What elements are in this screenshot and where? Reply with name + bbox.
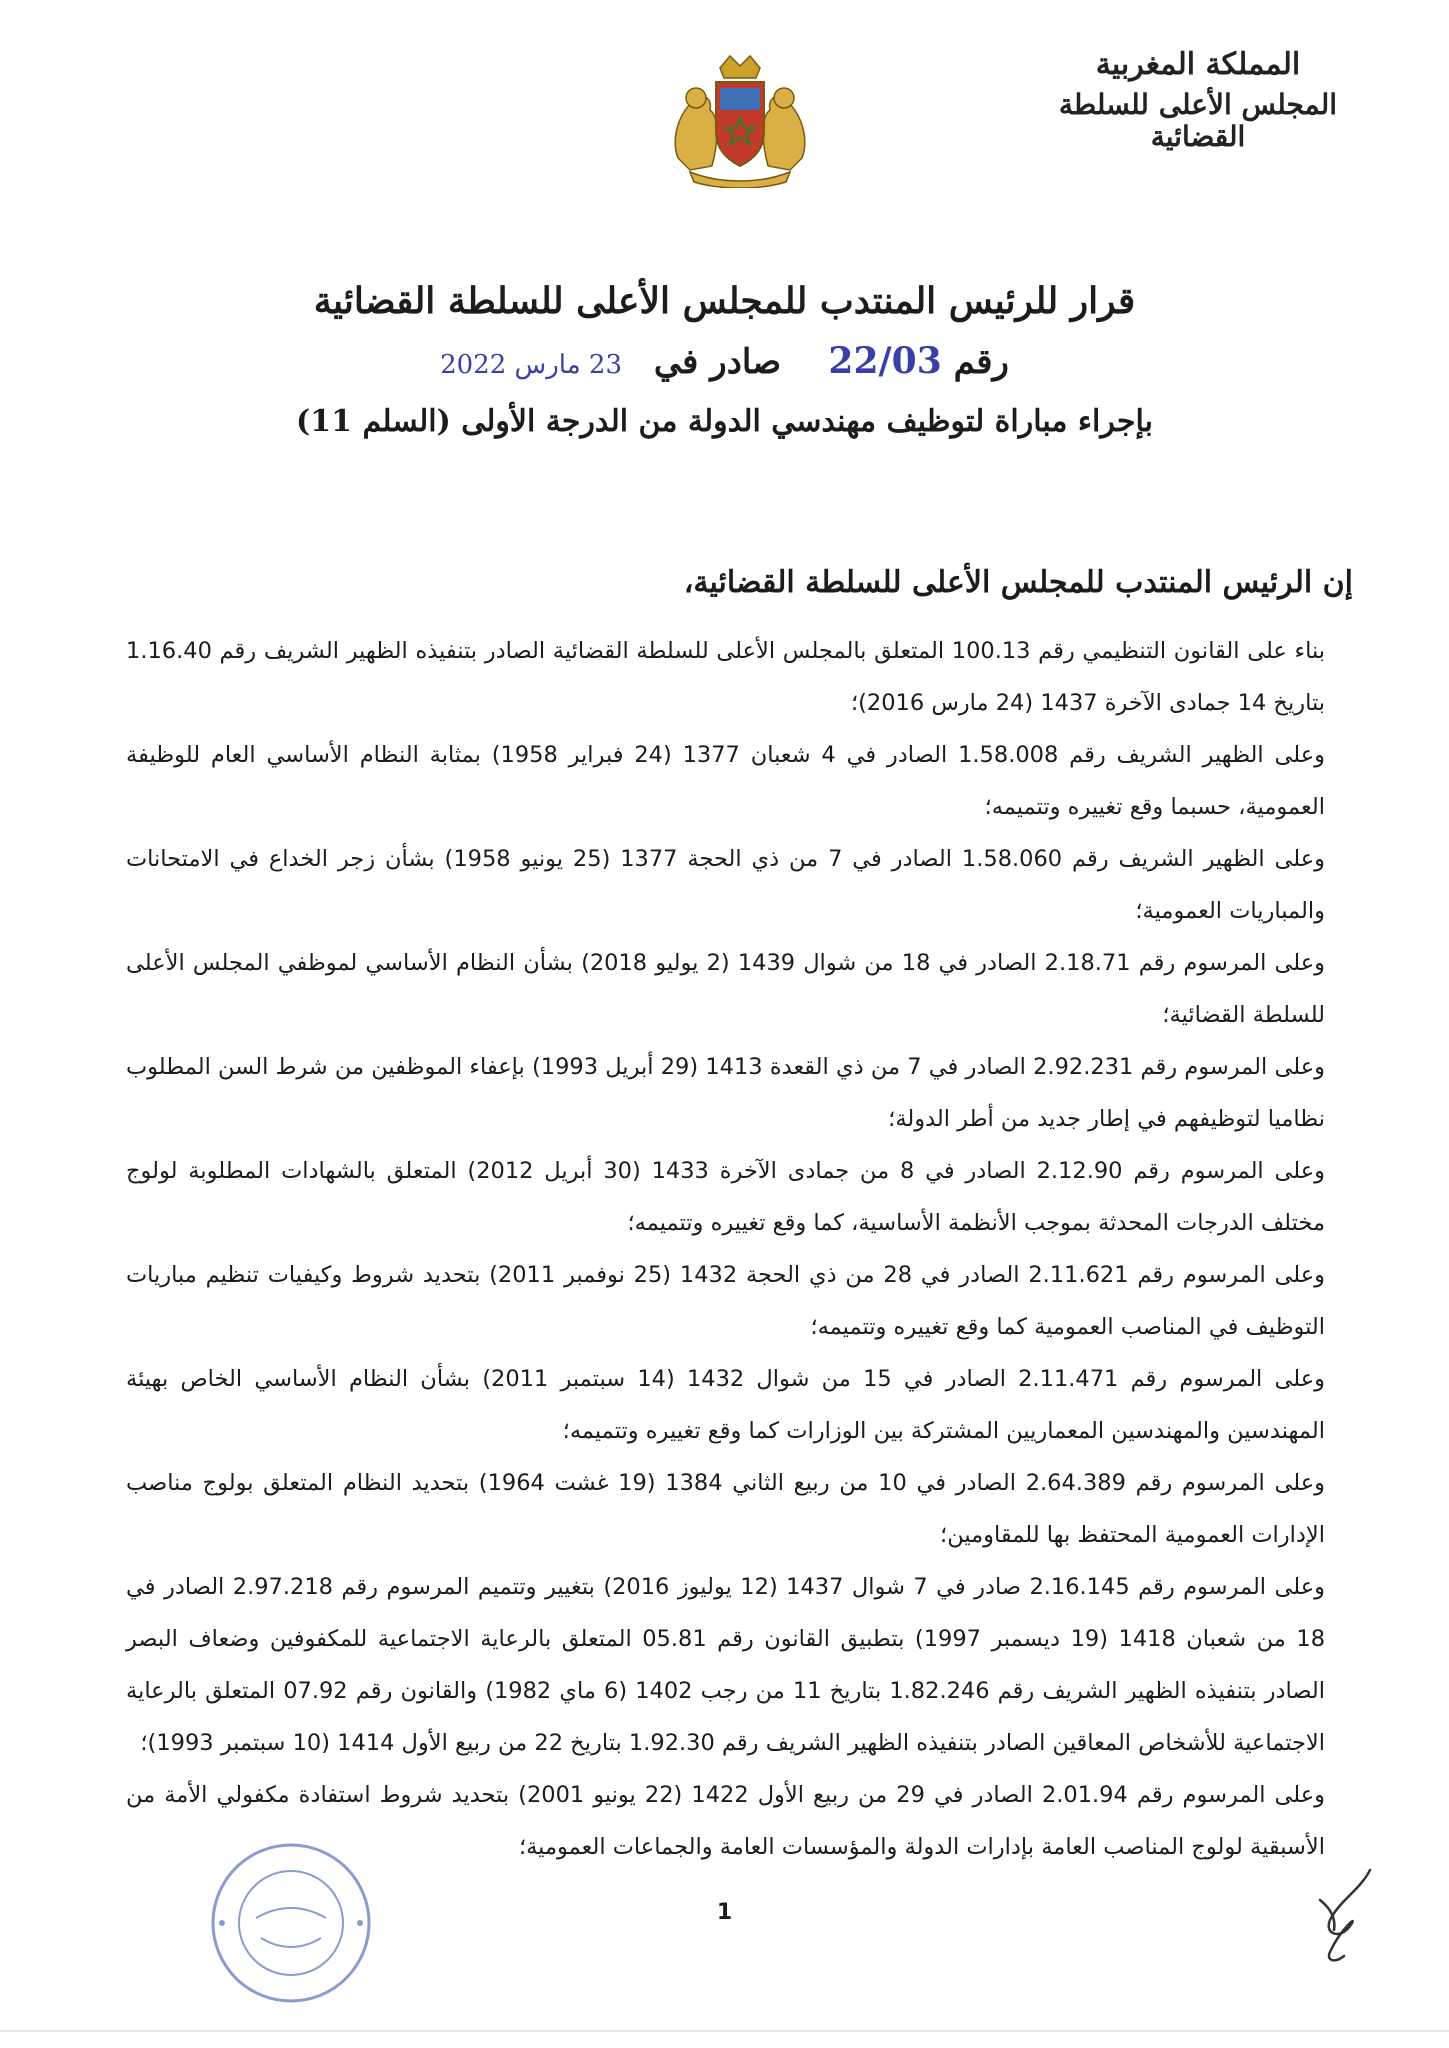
number-prefix: رقم bbox=[953, 342, 1009, 382]
decision-number-line bbox=[120, 340, 1329, 382]
signature-icon bbox=[1300, 1860, 1390, 1970]
recital-paragraph: وعلى الظهير الشريف رقم 1.58.008 الصادر في 4 شعبان 1377 (24 فبراير 1958) بمثابة النظام الأساسي العام للوظيفة العمومية، حسبما وقع تغييره وتتميمه؛ bbox=[126, 742, 1325, 820]
recital-paragraph: وعلى المرسوم رقم 2.18.71 الصادر في 18 من شوال 1439 (2 يوليو 2018) بشأن النظام الأساسي لموظفي المجلس الأعلى للسلطة القضائية؛ bbox=[126, 950, 1325, 1028]
decision-date: 23 مارس 2022 bbox=[440, 350, 622, 380]
decision-subject: بإجراء مباراة لتوظيف مهندسي الدولة من الدرجة الأولى (السلم 11) bbox=[296, 404, 1153, 439]
decision-number: 22/03 bbox=[828, 340, 942, 382]
document-body bbox=[126, 555, 1353, 1873]
recital-paragraph: وعلى المرسوم رقم 2.11.471 الصادر في 15 من شوال 1432 (14 سبتمبر 2011) بشأن النظام الأساسي الخاص بهيئة المهندسين والمهندسين المعماريين المشتركة بين الوزارات كما وقع تغييره وتتميمه؛ bbox=[126, 1366, 1325, 1444]
recital-paragraph: وعلى المرسوم رقم 2.64.389 الصادر في 10 من ربيع الثاني 1384 (19 غشت 1964) بتحديد النظام المتعلق بولوج مناصب الإدارات العمومية المحتفظ بها للمقاومين؛ bbox=[126, 1470, 1325, 1548]
letterhead bbox=[1033, 48, 1363, 153]
recital-paragraph: وعلى الظهير الشريف رقم 1.58.060 الصادر في 7 من ذي الحجة 1377 (25 يونيو 1958) بشأن زجر الخداع في الامتحانات والمباريات العمومية؛ bbox=[126, 846, 1326, 924]
letterhead-kingdom: المملكة المغربية bbox=[1095, 47, 1301, 82]
coat-of-arms-icon bbox=[660, 48, 820, 188]
decision-heading: قرار للرئيس المنتدب للمجلس الأعلى للسلطة القضائية bbox=[313, 280, 1136, 322]
page-number: 1 bbox=[716, 1900, 733, 1925]
recital-paragraph: بناء على القانون التنظيمي رقم 100.13 المتعلق بالمجلس الأعلى للسلطة القضائية الصادر بتنفيذه الظهير الشريف رقم 1.16.40 بتاريخ 14 جمادى الآخرة 1437 (24 مارس 2016)؛ bbox=[126, 638, 1325, 716]
decision-title bbox=[120, 280, 1329, 439]
issued-label: صادر في bbox=[653, 342, 782, 382]
letterhead-council: المجلس الأعلى للسلطة القضائية bbox=[1058, 87, 1338, 153]
recital-paragraph: وعلى المرسوم رقم 2.92.231 الصادر في 7 من ذي القعدة 1413 (29 أبريل 1993) بإعفاء الموظفين من شرط السن المطلوب نظاميا لتوظيفهم في إطار جديد من أطر الدولة؛ bbox=[126, 1054, 1325, 1132]
recital-paragraph: وعلى المرسوم رقم 2.16.145 صادر في 7 شوال 1437 (12 يوليوز 2016) بتغيير وتتميم المرسوم رقم 2.97.218 الصادر في 18 من شعبان 1418 (19 ديسمبر 1997) بتطبيق القانون رقم 05.81 المتعلق بالرعاية الاجتماعية للمكفوفين وضعاف البصر الصادر بتنفيذه الظهير الشريف رقم 1.82.246 بتاريخ 11 من رجب 1402 (6 ماي 1982) والقانون رقم 07.92 المتعلق بالرعاية الاجتماعية للأشخاص المعاقين الصادر بتنفيذه الظهير الشريف رقم 1.92.30 بتاريخ 22 من ربيع الأول 1414 (10 سبتمبر 1993)؛ bbox=[126, 1574, 1326, 1756]
recital-paragraph: وعلى المرسوم رقم 2.12.90 الصادر في 8 من جمادى الآخرة 1433 (30 أبريل 2012) المتعلق بالشهادات المطلوبة لولوج مختلف الدرجات المحدثة بموجب الأنظمة الأساسية، كما وقع تغييره وتتميمه؛ bbox=[126, 1158, 1325, 1236]
recital-paragraph: وعلى المرسوم رقم 2.01.94 الصادر في 29 من ربيع الأول 1422 (22 يونيو 2001) بتحديد شروط استفادة مكفولي الأمة من الأسبقية لولوج المناصب العامة بإدارات الدولة والمؤسسات العامة والجماعات العمومية؛ bbox=[126, 1782, 1326, 1860]
page-bottom-edge bbox=[0, 2030, 1449, 2032]
recital-paragraph: وعلى المرسوم رقم 2.11.621 الصادر في 28 من ذي الحجة 1432 (25 نوفمبر 2011) بتحديد شروط وكيفيات تنظيم مباريات التوظيف في المناصب العمومية كما وقع تغييره وتتميمه؛ bbox=[126, 1262, 1326, 1340]
preamble-intro: إن الرئيس المنتدب للمجلس الأعلى للسلطة القضائية، bbox=[683, 565, 1353, 600]
